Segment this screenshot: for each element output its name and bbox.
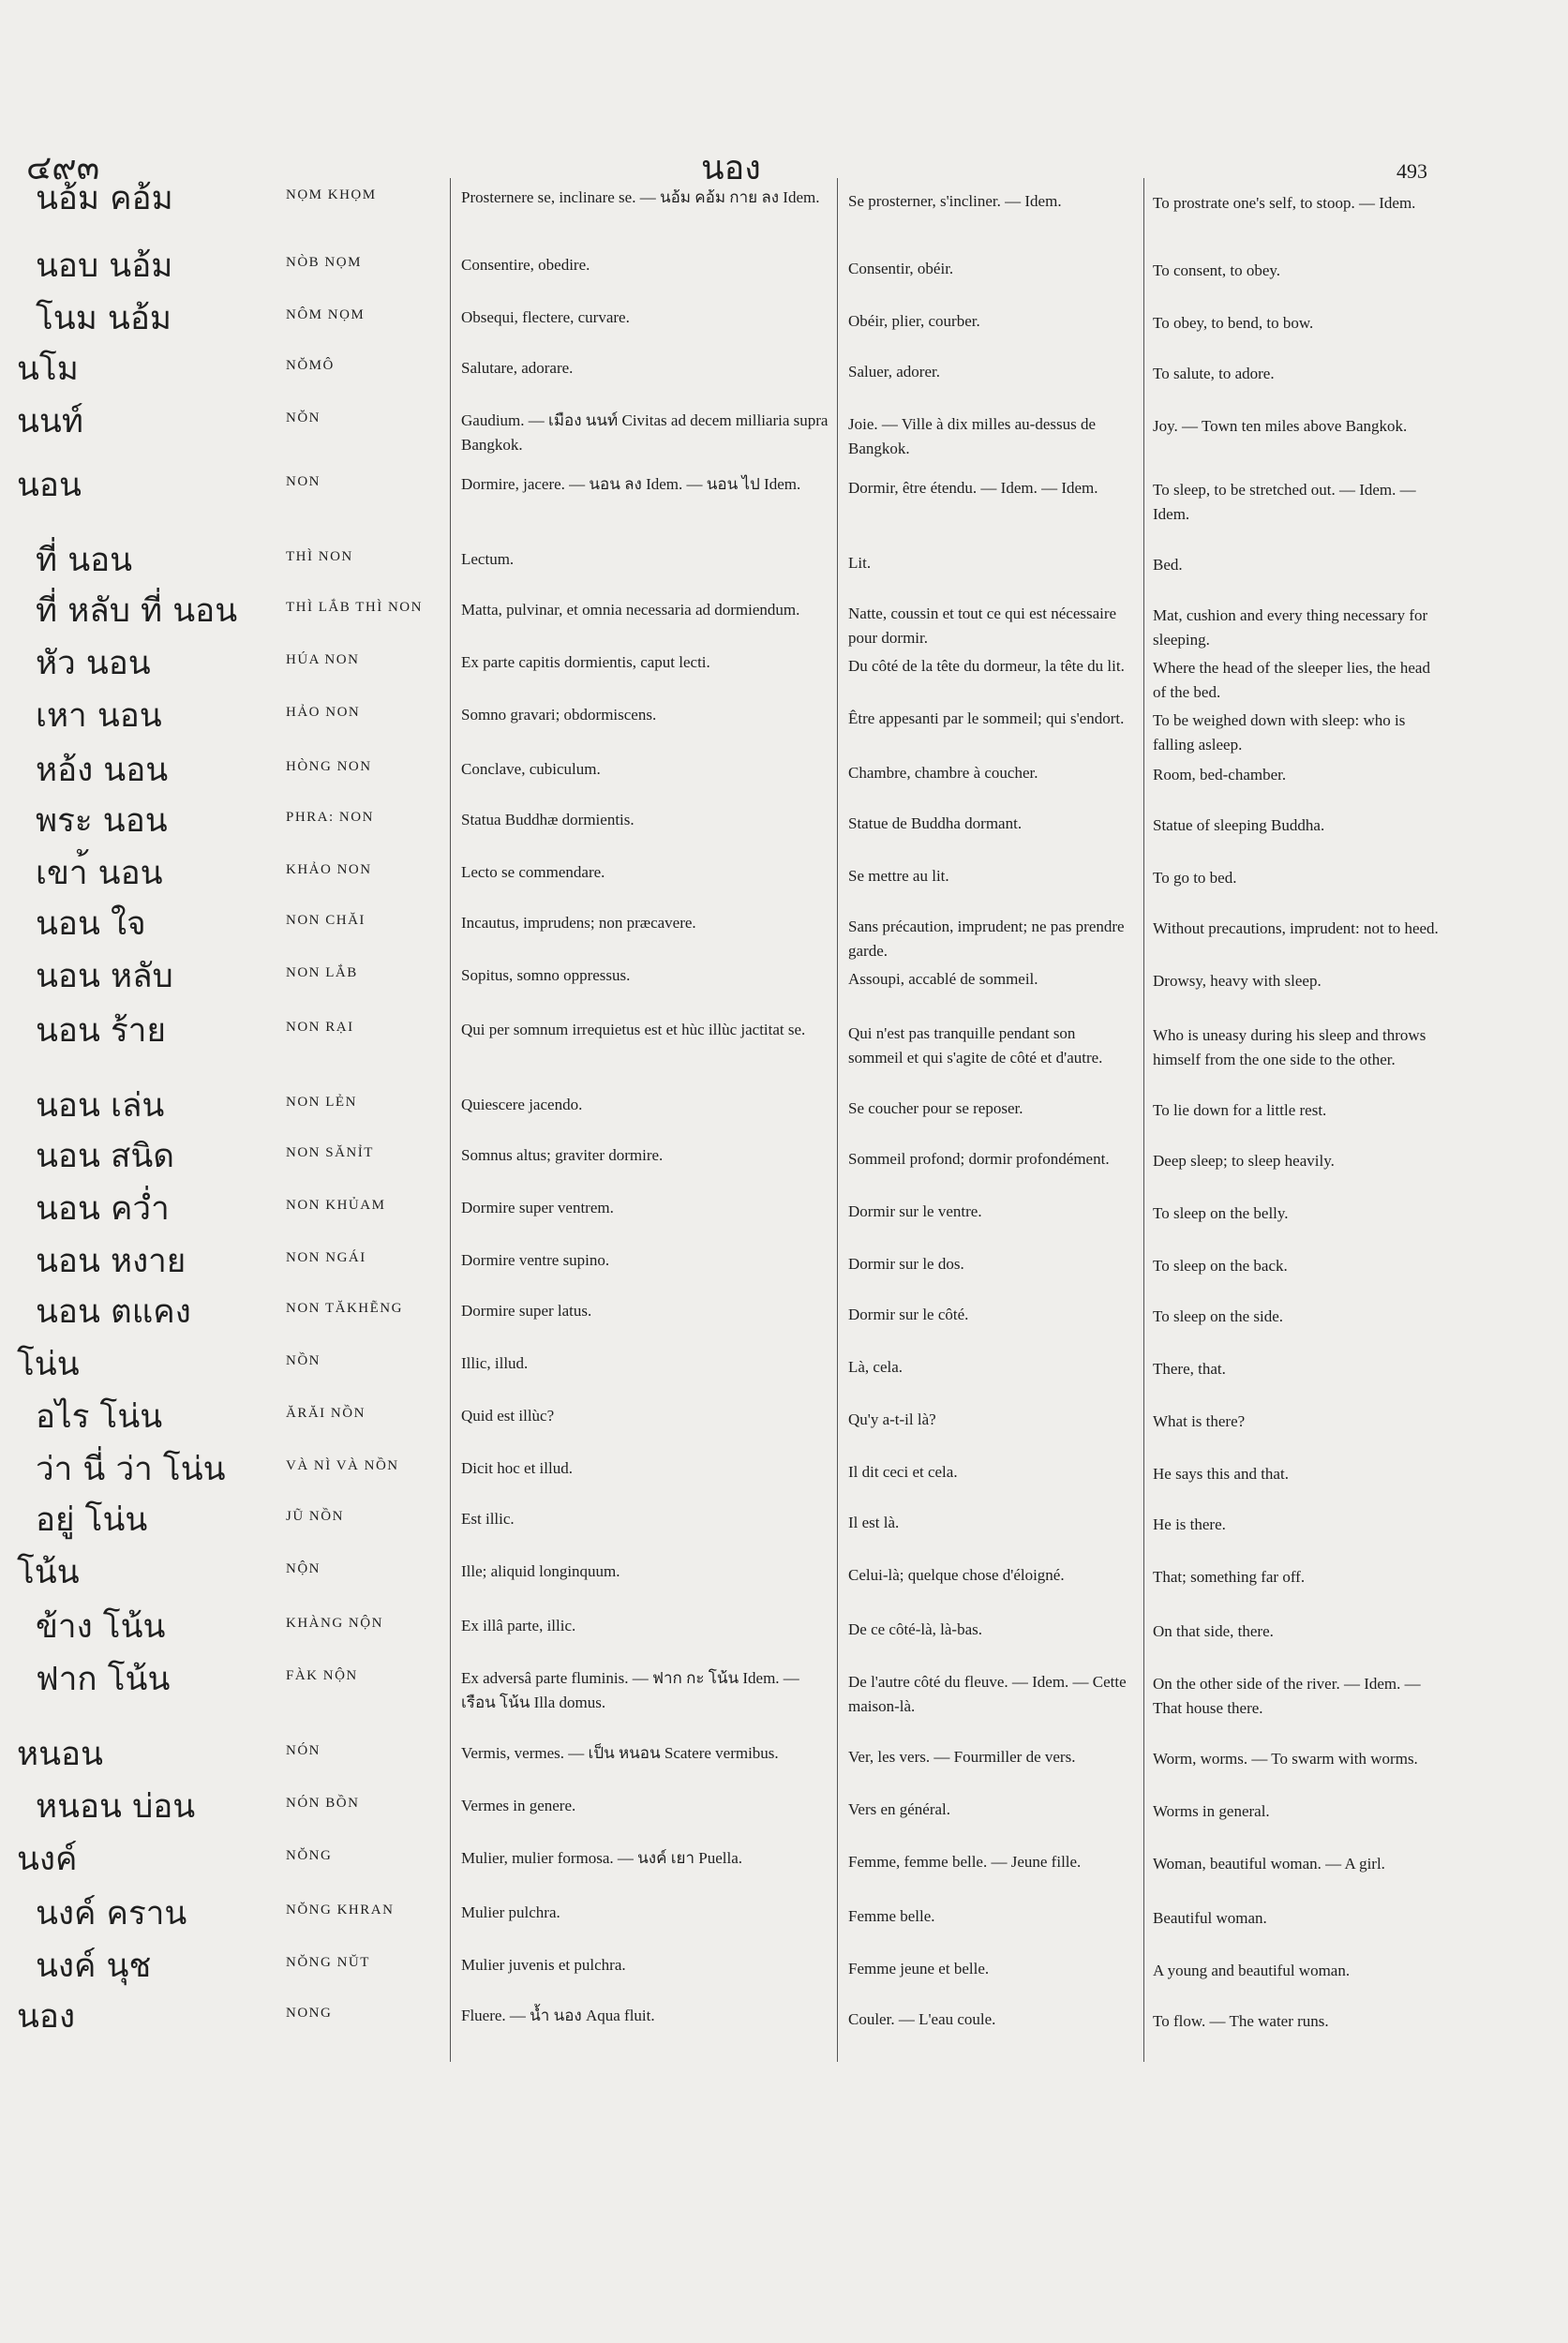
entry-latin: Consentire, obedire. (461, 256, 590, 274)
entry-romanization: NŎN (286, 410, 321, 425)
entry-latin: Dicit hoc et illud. (461, 1459, 573, 1477)
entry-french: Se coucher pour se reposer. (848, 1099, 1023, 1117)
entry-latin: Dormire, jacere. — นอน ลง Idem. — นอน ไป Idem. (461, 475, 801, 493)
entry-french: Sommeil profond; dormir profondément. (848, 1150, 1110, 1168)
entry-english: To sleep on the side. (1153, 1307, 1284, 1325)
entry-thai: โนม นอ้ม (36, 300, 172, 337)
entry-romanization: NON TĂKHẼNG (286, 1301, 403, 1316)
entry-latin: Illic, illud. (461, 1354, 529, 1372)
entry-latin: Ex adversâ parte fluminis. — ฟาก กะ โน้น Idem. — เรือน โน้น Illa domus. (461, 1669, 799, 1711)
entry-french: Dormir sur le dos. (848, 1255, 964, 1273)
entry-thai: นอน เล่น (36, 1087, 165, 1125)
entry-english: Drowsy, heavy with sleep. (1153, 972, 1322, 990)
entry-thai: นอบ นอ้ม (36, 247, 173, 285)
entry-french: Être appesanti par le sommeil; qui s'endort. (848, 709, 1125, 727)
entry-french: Statue de Buddha dormant. (848, 814, 1023, 832)
entry-thai: หนอน บ่อน (36, 1788, 196, 1826)
entry-romanization: NON RẠI (286, 1020, 354, 1035)
entry-thai: หัว นอน (36, 645, 151, 682)
entry-english: Worm, worms. — To swarm with worms. (1153, 1750, 1418, 1768)
entry-french: Femme, femme belle. — Jeune fille. (848, 1853, 1082, 1871)
entry-romanization: JŨ NỒN (286, 1509, 344, 1524)
entry-latin: Ex parte capitis dormientis, caput lecti. (461, 653, 710, 671)
entry-french: Obéir, plier, courber. (848, 312, 980, 330)
entry-english: He says this and that. (1153, 1465, 1289, 1483)
entry-romanization: KHẢO NON (286, 862, 372, 877)
entry-english: To lie down for a little rest. (1153, 1101, 1327, 1119)
entry-latin: Mulier, mulier formosa. — นงค์ เยา Puella. (461, 1849, 743, 1867)
entry-romanization: NON LẺN (286, 1095, 357, 1110)
entry-thai: อยู่ โน่น (36, 1501, 148, 1539)
entry-french: Chambre, chambre à coucher. (848, 764, 1038, 782)
entry-romanization: NŎNG NŬT (286, 1955, 370, 1970)
entry-romanization: NÓN (286, 1743, 321, 1758)
entry-english: To go to bed. (1153, 869, 1237, 887)
entry-french: De l'autre côté du fleuve. — Idem. — Cette maison-là. (848, 1673, 1127, 1715)
entry-english: What is there? (1153, 1412, 1246, 1430)
entry-thai: เขา้ นอน (36, 855, 163, 892)
entry-thai: ข้าง โน้น (36, 1608, 166, 1646)
entry-romanization: NON LẮB (286, 965, 358, 980)
entry-thai: นอน สนิด (36, 1138, 175, 1175)
entry-romanization: NONG (286, 2006, 333, 2021)
entry-latin: Sopitus, somno oppressus. (461, 966, 631, 984)
entry-thai: นอน ใจ (36, 905, 146, 943)
entry-romanization: NÓN BỒN (286, 1796, 360, 1811)
entry-thai: พระ นอน (36, 802, 168, 840)
entry-thai: เหา นอน (36, 697, 162, 735)
entry-french: Assoupi, accablé de sommeil. (848, 970, 1038, 988)
entry-romanization: THÌ LẮB THÌ NON (286, 600, 423, 615)
entry-romanization: NŎNG KHRAN (286, 1903, 395, 1918)
entry-romanization: NÔM NỌM (286, 307, 366, 322)
page-number: 493 (1396, 159, 1427, 183)
entry-latin: Salutare, adorare. (461, 359, 574, 377)
entry-romanization: NỌM KHỌM (286, 187, 377, 202)
entry-thai: นอน (17, 467, 82, 504)
entry-english: Beautiful woman. (1153, 1909, 1267, 1927)
entry-romanization: NON KHỦAM (286, 1198, 386, 1213)
entry-romanization: ĂRĂI NỒN (286, 1406, 366, 1421)
entry-english: Statue of sleeping Buddha. (1153, 816, 1325, 834)
entry-thai: นงค์ (17, 1841, 78, 1878)
entry-latin: Gaudium. — เมือง นนท์ Civitas ad decem milliaria supra Bangkok. (461, 411, 829, 454)
entry-latin: Prosternere se, inclinare se. — นอ้ม คอ้ม กาย ลง Idem. (461, 188, 820, 206)
entry-thai: นนท์ (17, 403, 83, 440)
entry-romanization: NỘN (286, 1561, 321, 1576)
entry-romanization: HÒNG NON (286, 759, 372, 774)
entry-latin: Ex illâ parte, illic. (461, 1617, 576, 1634)
entry-romanization: HÚA NON (286, 652, 360, 667)
entry-french: Celui-là; quelque chose d'éloigné. (848, 1566, 1065, 1584)
entry-english: Deep sleep; to sleep heavily. (1153, 1152, 1335, 1170)
entry-latin: Dormire super ventrem. (461, 1199, 614, 1216)
entry-thai: โน่น (17, 1346, 80, 1383)
entry-thai: นอน หงาย (36, 1243, 187, 1280)
entry-french: Là, cela. (848, 1358, 903, 1376)
entry-french: Du côté de la tête du dormeur, la tête du lit. (848, 657, 1125, 675)
entry-french: Se prosterner, s'incliner. — Idem. (848, 192, 1062, 210)
entry-thai: นอน ตแคง (36, 1293, 191, 1331)
entry-romanization: NÒB NỌM (286, 255, 362, 270)
entry-romanization: NON NGÁI (286, 1250, 366, 1265)
entry-romanization: THÌ NON (286, 549, 353, 564)
entry-english: Where the head of the sleeper lies, the head of the bed. (1153, 659, 1430, 701)
entry-english: To be weighed down with sleep: who is falling asleep. (1153, 711, 1406, 754)
entry-english: To obey, to bend, to bow. (1153, 314, 1314, 332)
entry-french: Joie. — Ville à dix milles au-dessus de Bangkok. (848, 415, 1097, 457)
entry-latin: Dormire super latus. (461, 1302, 592, 1320)
entry-latin: Matta, pulvinar, et omnia necessaria ad dormiendum. (461, 601, 800, 619)
entry-english: To sleep on the belly. (1153, 1204, 1289, 1222)
entry-thai: ที่ นอน (36, 542, 133, 579)
column-rule-english (1143, 178, 1144, 2062)
entry-english: That; something far off. (1153, 1568, 1306, 1586)
entry-thai: นงค์ คราน (36, 1895, 187, 1933)
entry-thai: นงค์ นุช (36, 1948, 152, 1985)
entry-french: Lit. (848, 554, 872, 572)
entry-thai: โน้น (17, 1554, 80, 1591)
entry-english: Bed. (1153, 556, 1183, 574)
entry-thai: ว่า นี่ ว่า โน่น (36, 1451, 226, 1488)
entry-english: To sleep on the back. (1153, 1257, 1288, 1275)
entry-english: To sleep, to be stretched out. — Idem. — Idem. (1153, 481, 1416, 523)
entry-english: Who is uneasy during his sleep and throws himself from the one side to the other. (1153, 1026, 1426, 1068)
entry-thai: หนอน (17, 1736, 103, 1773)
entry-english: To consent, to obey. (1153, 261, 1281, 279)
entry-romanization: NŎMÔ (286, 358, 335, 373)
entry-thai: อไร โน่น (36, 1398, 163, 1436)
entry-latin: Conclave, cubiculum. (461, 760, 601, 778)
entry-french: Il dit ceci et cela. (848, 1463, 958, 1481)
entry-latin: Qui per somnum irrequietus est et hùc illùc jactitat se. (461, 1021, 806, 1038)
entry-french: Couler. — L'eau coule. (848, 2010, 996, 2028)
entry-latin: Somnus altus; graviter dormire. (461, 1146, 664, 1164)
entry-latin: Lectum. (461, 550, 515, 568)
entry-thai: นอง (17, 1998, 76, 2036)
entry-english: A young and beautiful woman. (1153, 1962, 1351, 1979)
entry-french: De ce côté-là, là-bas. (848, 1620, 982, 1638)
entry-latin: Statua Buddhæ dormientis. (461, 811, 635, 828)
entry-english: Mat, cushion and every thing necessary for sleeping. (1153, 606, 1428, 649)
entry-latin: Fluere. — น้ำ นอง Aqua fluit. (461, 2007, 655, 2024)
entry-french: Qu'y a-t-il là? (848, 1410, 936, 1428)
entry-thai: ฟาก โน้น (36, 1661, 171, 1698)
entry-english: On the other side of the river. — Idem. — That house there. (1153, 1675, 1421, 1717)
entry-thai: นอน คว่ำ (36, 1190, 170, 1228)
entry-french: Dormir, être étendu. — Idem. — Idem. (848, 479, 1098, 497)
entry-thai: นอน หลับ (36, 958, 173, 995)
entry-thai: นโม (17, 351, 79, 388)
entry-french: Dormir sur le ventre. (848, 1202, 982, 1220)
entry-latin: Est illic. (461, 1510, 515, 1528)
entry-french: Vers en général. (848, 1800, 951, 1818)
entry-latin: Obsequi, flectere, curvare. (461, 308, 630, 326)
column-rule-french (837, 178, 838, 2062)
entry-romanization: KHÀNG NỘN (286, 1616, 383, 1631)
entry-french: Se mettre au lit. (848, 867, 949, 885)
entry-english: Joy. — Town ten miles above Bangkok. (1153, 417, 1408, 435)
entry-french: Saluer, adorer. (848, 363, 940, 381)
entry-english: To flow. — The water runs. (1153, 2012, 1329, 2030)
thai-page-number: ๔๙๓ (26, 149, 100, 187)
entry-english: He is there. (1153, 1515, 1226, 1533)
entry-thai: หอ้ง นอน (36, 752, 169, 789)
entry-romanization: NON CHĂI (286, 913, 366, 928)
entry-french: Sans précaution, imprudent; ne pas prendre garde. (848, 918, 1125, 960)
entry-latin: Lecto se commendare. (461, 863, 605, 881)
entry-english: Room, bed-chamber. (1153, 766, 1287, 783)
entry-english: Without precautions, imprudent: not to heed. (1153, 919, 1439, 937)
entry-romanization: NON (286, 474, 321, 489)
entry-thai: นอน ร้าย (36, 1012, 166, 1050)
entry-french: Femme jeune et belle. (848, 1960, 990, 1977)
entry-french: Dormir sur le côté. (848, 1306, 969, 1323)
entry-romanization: NŎNG (286, 1848, 333, 1863)
entry-thai: ที่ หลับ ที่ นอน (36, 592, 238, 630)
entry-french: Qui n'est pas tranquille pendant son sommeil et qui s'agite de côté et d'autre. (848, 1024, 1103, 1067)
entry-romanization: PHRA: NON (286, 810, 374, 825)
entry-english: There, that. (1153, 1360, 1226, 1378)
entry-latin: Vermis, vermes. — เป็น หนอน Scatere vermibus. (461, 1744, 779, 1762)
entry-french: Il est là. (848, 1514, 900, 1531)
entry-english: To salute, to adore. (1153, 365, 1275, 382)
entry-romanization: NON SĂNỈT (286, 1145, 374, 1160)
entry-latin: Quid est illùc? (461, 1407, 555, 1425)
running-headword: นอง (701, 149, 761, 187)
entry-romanization: FÀK NỘN (286, 1668, 358, 1683)
entry-romanization: HẢO NON (286, 705, 361, 720)
entry-english: On that side, there. (1153, 1622, 1274, 1640)
entry-latin: Incautus, imprudens; non præcavere. (461, 914, 696, 932)
entry-latin: Mulier juvenis et pulchra. (461, 1956, 626, 1974)
entry-latin: Vermes in genere. (461, 1797, 576, 1814)
entry-latin: Ille; aliquid longinquum. (461, 1562, 620, 1580)
column-rule-latin (450, 178, 451, 2062)
entry-english: To prostrate one's self, to stoop. — Idem. (1153, 194, 1416, 212)
entry-french: Femme belle. (848, 1907, 935, 1925)
entry-latin: Somno gravari; obdormiscens. (461, 706, 657, 724)
entry-french: Consentir, obéir. (848, 260, 954, 277)
entry-latin: Quiescere jacendo. (461, 1096, 583, 1113)
entry-english: Woman, beautiful woman. — A girl. (1153, 1855, 1385, 1873)
entry-romanization: NỒN (286, 1353, 321, 1368)
entry-english: Worms in general. (1153, 1802, 1270, 1820)
entry-french: Ver, les vers. — Fourmiller de vers. (848, 1748, 1076, 1766)
entry-french: Natte, coussin et tout ce qui est nécessaire pour dormir. (848, 604, 1117, 647)
entry-latin: Dormire ventre supino. (461, 1251, 610, 1269)
entry-romanization: VÀ NÌ VÀ NỒN (286, 1458, 399, 1473)
entry-thai: นอ้ม คอ้ม (36, 180, 173, 217)
entry-latin: Mulier pulchra. (461, 1903, 560, 1921)
